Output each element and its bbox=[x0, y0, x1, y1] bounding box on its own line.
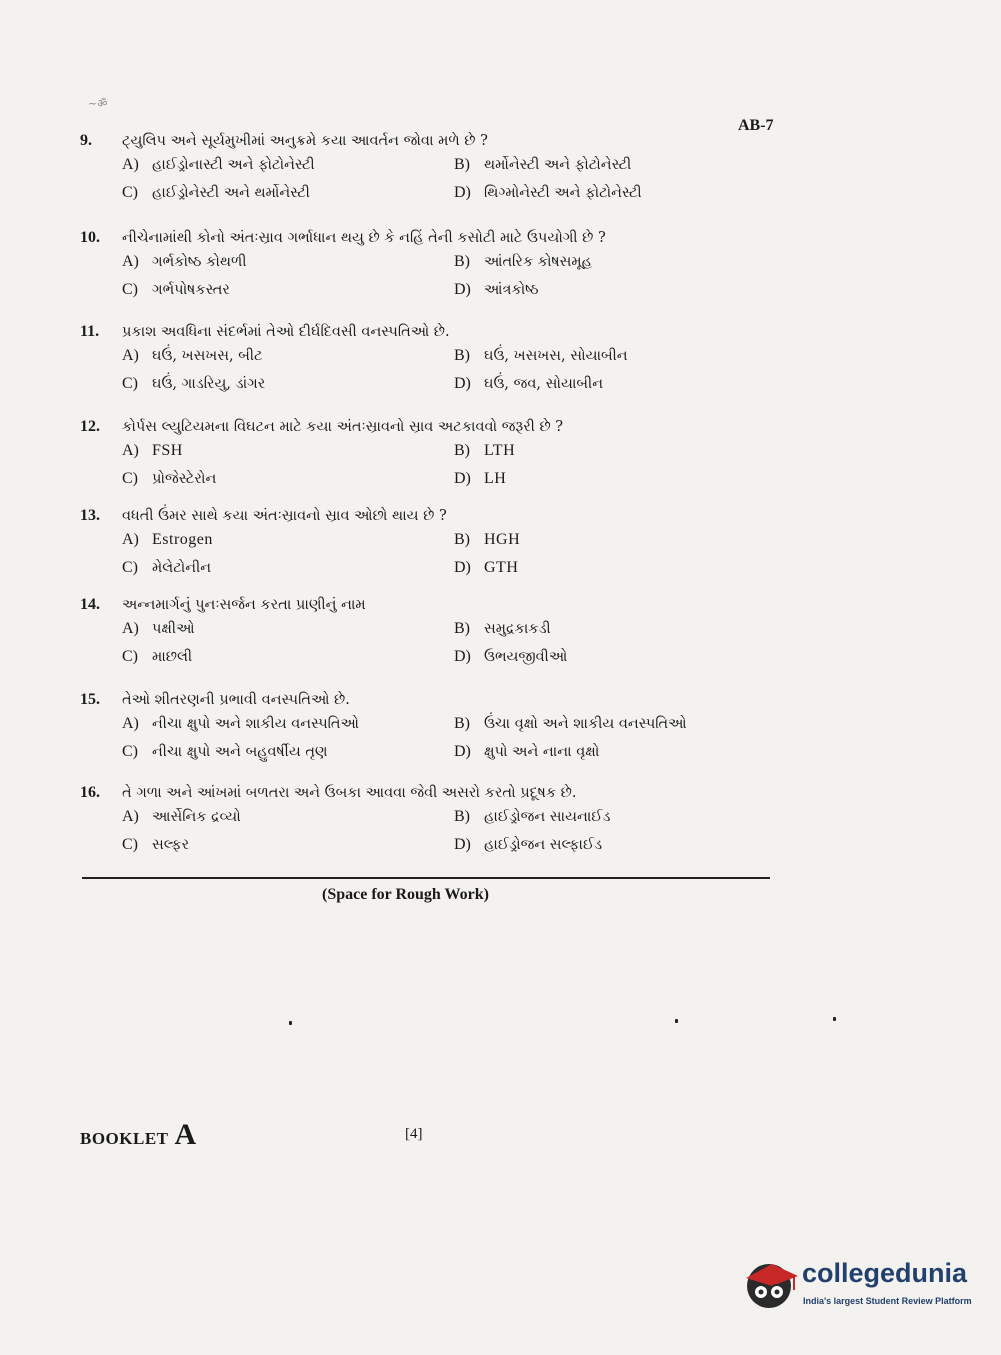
question-text: વધતી ઉંમર સાથે કયા અંતઃસ્રાવનો સ્રાવ ઓછો થાય છે ? bbox=[122, 508, 447, 524]
option-text: પક્ષીઓ bbox=[152, 621, 195, 637]
option-letter: B) bbox=[454, 715, 470, 732]
answer-option bbox=[454, 743, 784, 771]
option-text: હાઈડ્રોનાસ્ટી અને ફોટોનેસ્ટી bbox=[152, 157, 315, 173]
option-text: પ્રોજેસ્ટેરોન bbox=[152, 471, 217, 487]
question-number: 11. bbox=[80, 323, 100, 340]
option-letter: C) bbox=[122, 559, 138, 576]
answer-option bbox=[122, 156, 454, 184]
answer-option bbox=[454, 808, 784, 836]
answer-option bbox=[122, 715, 454, 743]
question-block bbox=[80, 229, 780, 309]
option-letter: B) bbox=[454, 808, 470, 825]
option-text: હાઈડ્રોજન સલ્ફાઈડ bbox=[484, 837, 603, 853]
question-line bbox=[80, 507, 780, 531]
answer-option bbox=[122, 620, 454, 648]
option-letter: C) bbox=[122, 184, 138, 201]
speck bbox=[675, 1019, 678, 1023]
logo-tagline: India's largest Student Review Platform bbox=[803, 1296, 972, 1306]
option-text: HGH bbox=[484, 531, 521, 548]
option-letter: C) bbox=[122, 743, 138, 760]
option-letter: D) bbox=[454, 743, 471, 760]
collegedunia-logo[interactable] bbox=[742, 1252, 972, 1314]
question-number: 16. bbox=[80, 784, 100, 801]
question-number: 15. bbox=[80, 691, 100, 708]
option-text: મેલેટોનીન bbox=[152, 560, 212, 576]
margin-scribble: ~ॐ bbox=[88, 97, 108, 110]
option-text: ઉભયજીવીઓ bbox=[484, 649, 568, 665]
option-letter: A) bbox=[122, 156, 139, 173]
answer-option bbox=[454, 253, 784, 281]
option-letter: B) bbox=[454, 531, 470, 548]
option-text: નીચા ક્ષુપો અને બહુવર્ષીય તૃણ bbox=[152, 744, 328, 760]
option-letter: A) bbox=[122, 347, 139, 364]
option-letter: A) bbox=[122, 531, 139, 548]
option-grid bbox=[122, 156, 780, 212]
paper-code: AB-7 bbox=[738, 117, 774, 134]
option-letter: A) bbox=[122, 620, 139, 637]
question-block bbox=[80, 596, 780, 676]
speck bbox=[833, 1017, 836, 1021]
option-letter: D) bbox=[454, 470, 471, 487]
question-text: અન્નમાર્ગનું પુનઃસર્જન કરતા પ્રાણીનું નામ bbox=[122, 597, 366, 613]
student-mascot-icon bbox=[742, 1252, 800, 1314]
question-line bbox=[80, 691, 780, 715]
booklet-letter: A bbox=[174, 1118, 197, 1151]
option-grid bbox=[122, 531, 780, 587]
answer-option bbox=[122, 184, 454, 212]
option-text: FSH bbox=[152, 442, 183, 459]
question-text: કોર્પસ લ્યુટિયમના વિઘટન માટે કયા અંતઃસ્રાવનો સ્રાવ અટકાવવો જરૂરી છે ? bbox=[122, 419, 564, 435]
question-text: ટ્યુલિપ અને સૂર્યમુખીમાં અનુક્રમે કયા આવર્તન જોવા મળે છે ? bbox=[122, 133, 488, 149]
answer-option bbox=[454, 442, 784, 470]
answer-option bbox=[454, 375, 784, 403]
option-letter: B) bbox=[454, 347, 470, 364]
option-letter: B) bbox=[454, 620, 470, 637]
option-letter: D) bbox=[454, 375, 471, 392]
answer-option bbox=[122, 470, 454, 498]
option-text: થર્મોનેસ્ટી અને ફોટોનેસ્ટી bbox=[484, 157, 632, 173]
answer-option bbox=[122, 253, 454, 281]
question-line bbox=[80, 323, 780, 347]
option-letter: D) bbox=[454, 281, 471, 298]
option-text: ઘઉં, ગાડરિયુ, ડાંગર bbox=[152, 376, 266, 392]
question-line bbox=[80, 596, 780, 620]
option-grid bbox=[122, 442, 780, 498]
question-number: 10. bbox=[80, 229, 100, 246]
option-grid bbox=[122, 808, 780, 864]
option-text: ઘઉં, ખસખસ, બીટ bbox=[152, 348, 263, 364]
option-text: ઘઉં, જવ, સોયાબીન bbox=[484, 376, 604, 392]
section-divider bbox=[82, 877, 770, 879]
option-text: આંતરિક કોષસમૂહ bbox=[484, 254, 592, 270]
answer-option bbox=[122, 808, 454, 836]
question-block bbox=[80, 691, 780, 771]
answer-option bbox=[122, 442, 454, 470]
answer-option bbox=[454, 715, 784, 743]
question-block bbox=[80, 323, 780, 403]
answer-option bbox=[454, 156, 784, 184]
question-block bbox=[80, 132, 780, 212]
option-letter: B) bbox=[454, 253, 470, 270]
option-grid bbox=[122, 253, 780, 309]
question-line bbox=[80, 132, 780, 156]
option-text: ગર્ભપોષકસ્તર bbox=[152, 282, 230, 298]
question-text: પ્રકાશ અવધિના સંદર્ભમાં તેઓ દીર્ઘદિવસી વનસ્પતિઓ છે. bbox=[122, 324, 450, 340]
answer-option bbox=[122, 531, 454, 559]
answer-option bbox=[122, 836, 454, 864]
question-text: નીચેનામાંથી કોનો અંતઃસ્રાવ ગર્ભાધાન થયુ છે કે નહિં તેની કસોટી માટે ઉપયોગી છે ? bbox=[122, 230, 606, 246]
answer-option bbox=[122, 559, 454, 587]
question-block bbox=[80, 418, 780, 498]
answer-option bbox=[454, 184, 784, 212]
answer-option bbox=[122, 648, 454, 676]
option-text: હાઈડ્રોજન સાયનાઈડ bbox=[484, 809, 611, 825]
answer-option bbox=[454, 620, 784, 648]
option-text: LTH bbox=[484, 442, 516, 459]
answer-option bbox=[454, 559, 784, 587]
option-grid bbox=[122, 620, 780, 676]
question-number: 13. bbox=[80, 507, 100, 524]
option-text: થિગ્મોનેસ્ટી અને ફોટોનેસ્ટી bbox=[484, 185, 642, 201]
booklet-text: BOOKLET bbox=[80, 1129, 169, 1148]
question-text: તે ગળા અને આંખમાં બળતરા અને ઉબકા આવવા જેવી અસરો કરતો પ્રદૂષક છે. bbox=[122, 785, 577, 801]
option-text: આર્સેનિક દ્રવ્યો bbox=[152, 809, 241, 825]
option-text: સલ્ફર bbox=[152, 837, 190, 853]
option-text: હાઈડ્રોનેસ્ટી અને થર્મોનેસ્ટી bbox=[152, 185, 310, 201]
answer-option bbox=[454, 836, 784, 864]
answer-option bbox=[454, 648, 784, 676]
option-text: ક્ષુપો અને નાના વૃક્ષો bbox=[484, 744, 600, 760]
option-letter: D) bbox=[454, 184, 471, 201]
option-text: નીચા ક્ષુપો અને શાકીય વનસ્પતિઓ bbox=[152, 716, 359, 732]
option-letter: D) bbox=[454, 836, 471, 853]
answer-option bbox=[454, 347, 784, 375]
answer-option bbox=[122, 743, 454, 771]
option-letter: A) bbox=[122, 715, 139, 732]
option-letter: C) bbox=[122, 648, 138, 665]
option-grid bbox=[122, 715, 780, 771]
booklet-label bbox=[80, 1118, 196, 1152]
option-text: સમુદ્રકાકડી bbox=[484, 621, 551, 637]
option-text: માછલી bbox=[152, 649, 193, 665]
question-block bbox=[80, 507, 780, 587]
page-number: [4] bbox=[405, 1126, 423, 1142]
question-line bbox=[80, 229, 780, 253]
option-letter: C) bbox=[122, 375, 138, 392]
answer-option bbox=[122, 281, 454, 309]
question-number: 14. bbox=[80, 596, 100, 613]
option-text: આંત્રકોષ્ઠ bbox=[484, 282, 539, 298]
answer-option bbox=[454, 470, 784, 498]
question-block bbox=[80, 784, 780, 864]
option-letter: A) bbox=[122, 253, 139, 270]
logo-wordmark: collegedunia bbox=[802, 1258, 968, 1288]
question-number: 9. bbox=[80, 132, 92, 149]
option-text: ગર્ભકોષ્ઠ કોથળી bbox=[152, 254, 247, 270]
answer-option bbox=[454, 281, 784, 309]
speck bbox=[289, 1021, 292, 1025]
option-text: Estrogen bbox=[152, 531, 213, 548]
answer-option bbox=[122, 375, 454, 403]
question-line bbox=[80, 418, 780, 442]
option-letter: B) bbox=[454, 442, 470, 459]
option-letter: A) bbox=[122, 442, 139, 459]
option-text: ઘઉં, ખસખસ, સોયાબીન bbox=[484, 348, 628, 364]
option-text: ઉંચા વૃક્ષો અને શાકીય વનસ્પતિઓ bbox=[484, 716, 687, 732]
option-text: GTH bbox=[484, 559, 519, 576]
question-line bbox=[80, 784, 780, 808]
option-grid bbox=[122, 347, 780, 403]
option-letter: A) bbox=[122, 808, 139, 825]
option-letter: D) bbox=[454, 559, 471, 576]
rough-work-label: (Space for Rough Work) bbox=[322, 886, 489, 903]
option-letter: C) bbox=[122, 470, 138, 487]
option-letter: B) bbox=[454, 156, 470, 173]
option-text: LH bbox=[484, 470, 507, 487]
option-letter: C) bbox=[122, 281, 138, 298]
answer-option bbox=[454, 531, 784, 559]
option-letter: C) bbox=[122, 836, 138, 853]
option-letter: D) bbox=[454, 648, 471, 665]
question-number: 12. bbox=[80, 418, 100, 435]
answer-option bbox=[122, 347, 454, 375]
question-text: તેઓ શીતરણની પ્રભાવી વનસ્પતિઓ છે. bbox=[122, 692, 350, 708]
